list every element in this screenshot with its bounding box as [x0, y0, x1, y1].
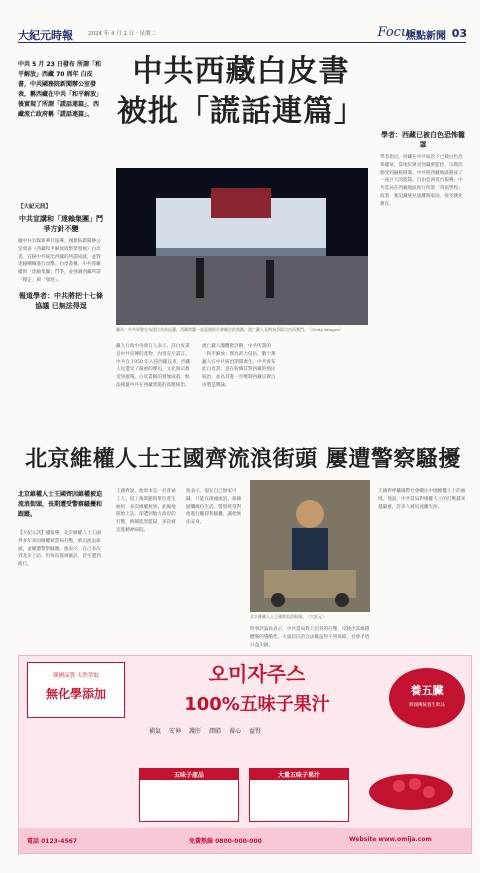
- story1-headline-line2: 被批「謊話連篇」: [117, 94, 365, 129]
- issue-date: 2024 年 4 月 2 日 · 星期二: [88, 31, 156, 37]
- ad-panel-1-title: 五味子產品: [140, 769, 238, 780]
- ad-box-sub: 韓國傳統養生飲品: [409, 703, 445, 708]
- wang-guoqi-photo: [250, 480, 370, 612]
- ad-korean-title: 오미자주스: [208, 662, 306, 686]
- ad-ribbon1: 無化學添加: [45, 687, 106, 701]
- story2-col2: 王國齊說，他原本是一名普通工人，因工傷問題與單位產生糾紛，多次維權無果。此後他開始上訪，卻遭到地方政府的打壓，被關進黑監獄，多次被送進精神病院。: [116, 489, 176, 533]
- story1-col1-body: 據中共官媒新華社報導，國務院新聞辦公室發表《西藏和平解放與繁榮發展》白皮書，宣揚中共統治西藏的所謂成就，並對達賴喇嘛進行攻擊。白皮書稱，中共將繼續與「達賴集團」鬥爭，並強調西藏所謂「穩定」與「發展」。: [18, 239, 101, 283]
- ad-contact-right: Website www.omija.com: [349, 836, 432, 843]
- story1-col3: 流亡藏人團體批評稱，中共所謂的「和平解放」實為武力侵佔，數十萬藏人在中共統治期間喪生。中共發布此白皮書，意在粉飾其對西藏的殖民統治，並為其進一步壓制西藏宗教自由製造輿論。: [202, 344, 276, 388]
- story1-col4-body: 學者指出，西藏在中共統治下已被白色恐怖籠罩，當地民眾受到嚴密監控，宗教活動受到嚴格限制。中共將西藏地區變成了一座巨大的監獄。自由亞洲電台報導，中共當局在西藏地區推行所謂「寄宿學校」政策，強迫藏族兒童離開家庭，接受漢化教育。: [380, 155, 463, 207]
- story1-headline-line1: 中共西藏白皮書: [132, 54, 350, 89]
- ad-box-title: 養五臟: [410, 684, 444, 697]
- page-header: [0, 0, 480, 44]
- omija-berry-icon: [359, 756, 463, 822]
- ad-contact-mid: 免費熱線 0800-000-000: [189, 838, 262, 845]
- story2-col5: 時事評論員表示，中共當局對上訪者的打壓，反映出其維穩體制的殘酷性。大量訪民的合法權益得不到保障，社會矛盾日益尖銳。: [250, 627, 370, 648]
- story2-col4: 王國齊呼籲國際社會關注中國維權人士的處境。他說，中共當局對維權人士的打壓越來越嚴重，許多人被迫流離失所。: [378, 489, 466, 510]
- ad-brand-line: 韓國品質 天然萃取: [53, 673, 99, 679]
- story2-col3: 他表示，現在自己無家可歸，只能在街頭流浪，靠撿破爛維持生活。警察經常對他進行驅趕和騷擾，讓他無法安身。: [186, 489, 242, 526]
- story1-photo-caption: 圖為：中共軍警在布達拉宮前巡邏。西藏問題一直是國際社會關注的焦點，流亡藏人長期為爭取自由而奮鬥。（Getty Images）: [116, 327, 344, 332]
- header-rule: [18, 42, 466, 43]
- ad-panel-2: [249, 768, 349, 822]
- ad-nourish-badge: [389, 668, 465, 728]
- ad-benefit: 養心: [229, 728, 242, 735]
- ad-juice-title: 100%五味子果汁: [184, 694, 330, 715]
- ad-left-badge: [27, 662, 125, 718]
- story1-col4: [380, 60, 466, 435]
- ad-contact-left: 電話 0123-4567: [27, 838, 77, 845]
- potala-palace-illustration: [116, 168, 368, 325]
- ad-footer: [19, 828, 471, 853]
- story2-lead: 北京維權人士王國齊因維權被迫流浪街頭，長期遭受警察騷擾和跟蹤。: [18, 491, 103, 518]
- story1-col1: [18, 214, 104, 434]
- story2-headline: 北京維權人士王國齊流浪街頭 屢遭警察騷擾: [25, 447, 461, 472]
- story1-lead: 中共 5 月 23 日發布 所謂「和平解放」西藏 70 周年 白皮書，中共國務院新聞辦公室發表，稱西藏在中共「和平解放」後實現了所謂「謊話連篇」，西藏流亡政府稱「謊話連篇」。: [18, 61, 103, 118]
- story1-col1-headline: 中共宣講和「達賴集團」鬥爭方針不變: [19, 215, 103, 233]
- ad-panel-1: [139, 768, 239, 822]
- story2-photo-caption: 北京維權人士王國齊流浪街頭。（大紀元）: [250, 614, 326, 619]
- ad-benefit: 安神: [169, 728, 182, 735]
- ad-product-image: [359, 756, 463, 822]
- page-number: 03: [451, 27, 467, 40]
- street-man-illustration: [250, 480, 370, 612]
- story1-headline: [116, 52, 366, 132]
- story1-col1-subhead: 報道學者：中共將把十七條協議 已無法得逞: [19, 291, 103, 310]
- story2-col1: 【大紀元訊】據報導，北京維權人士王國齊多年來因維權被當局打壓，被迫流浪街頭，並屢遭警察騷擾。他表示，自己多次到北京上訪，但每次都被截訪，甚至遭到毆打。: [18, 531, 101, 568]
- section-title: 焦點新聞: [406, 31, 446, 42]
- ad-benefit: 補氣: [149, 728, 162, 735]
- ad-benefit: 潤肺: [209, 728, 222, 735]
- story1-col4-headline: 學者：西藏已被白色恐怖籠罩: [381, 131, 465, 149]
- story1-col2: 藏人行政中央發言人表示，該白皮書是中共宣傳的產物，內容充斥謊言。中共自 1950 年入侵西藏以來，西藏人民遭受了嚴重的壓迫，文化與宗教受到摧殘。白皮書稱的發展成就，無法掩蓋中共在西藏實施的高壓統治。: [116, 344, 191, 388]
- potala-palace-photo: [116, 168, 368, 325]
- masthead: 大紀元時報: [18, 29, 73, 42]
- omija-juice-ad: [18, 655, 472, 854]
- ad-benefit: 益腎: [249, 728, 262, 735]
- focus-label: Focus: [377, 25, 416, 40]
- story1-byline: 【大紀元訊】: [18, 204, 52, 210]
- ad-benefit-list: [149, 726, 369, 735]
- ad-panel-2-title: 大量五味子果汁: [250, 769, 348, 780]
- ad-benefit: 護肝: [189, 728, 202, 735]
